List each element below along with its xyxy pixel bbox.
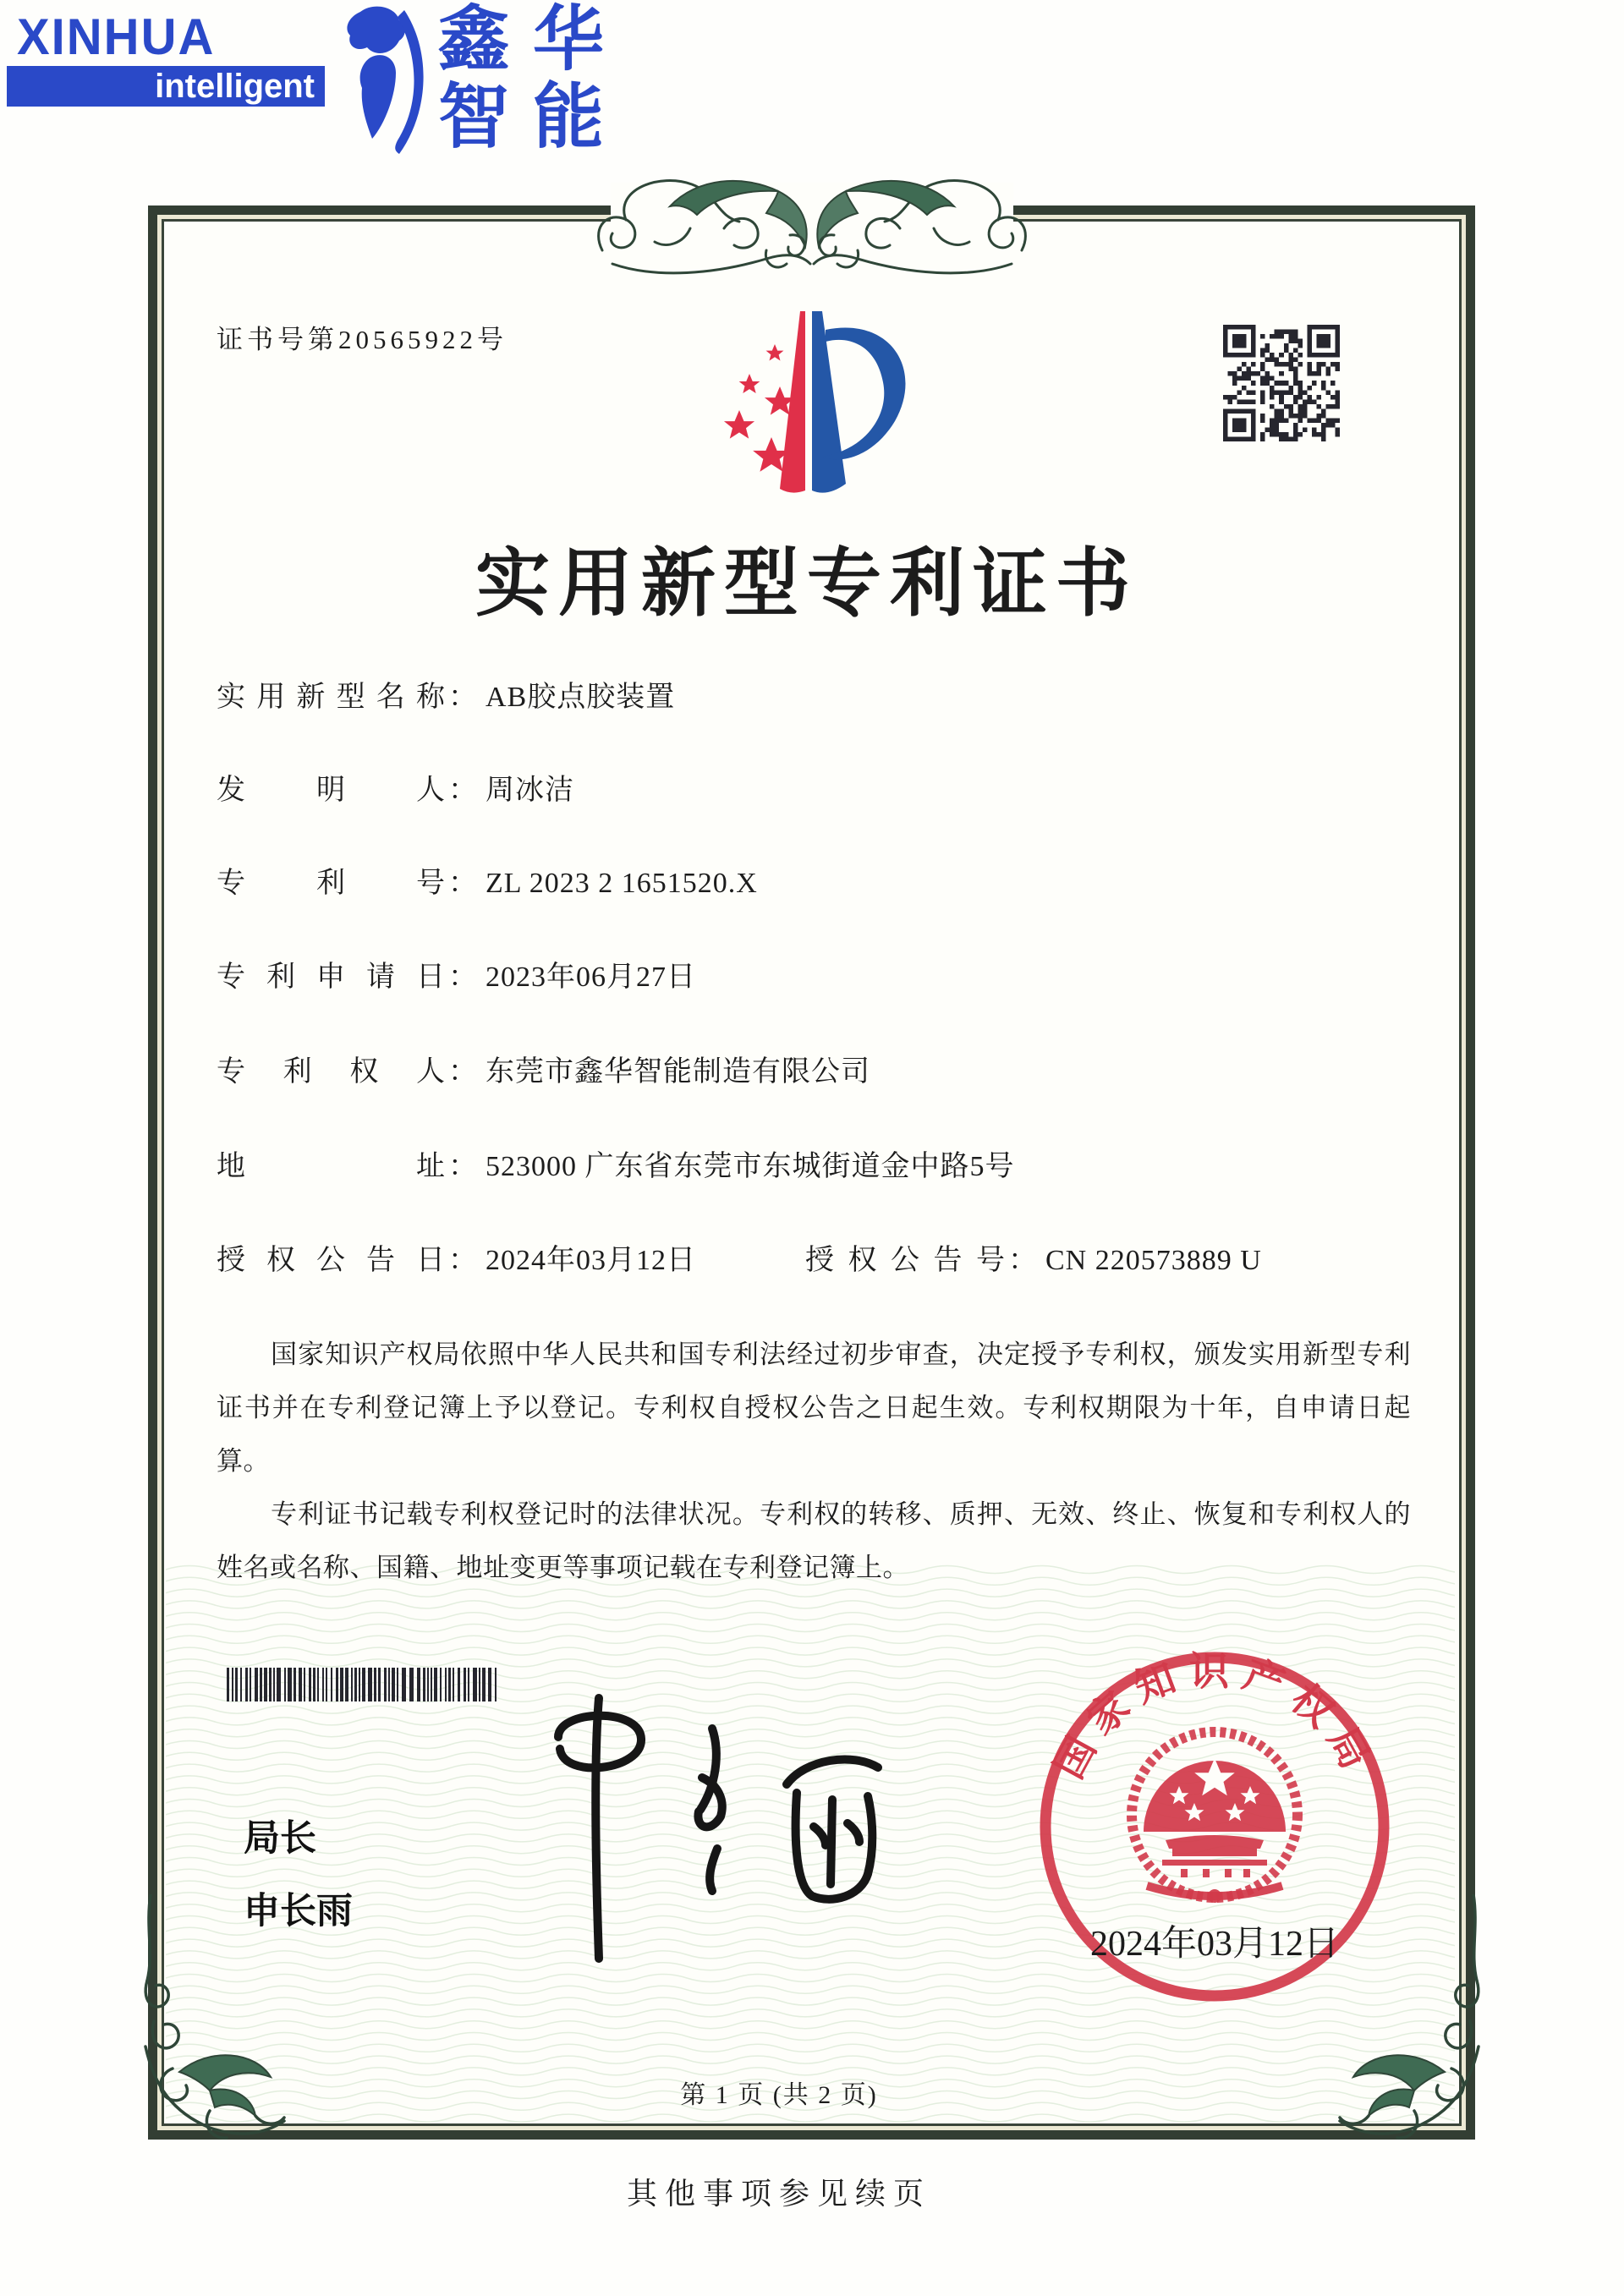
official-seal	[1034, 1646, 1396, 2008]
field-label: 发明人	[217, 775, 445, 806]
logo-cn-char: 鑫	[437, 0, 509, 79]
field-row: 专利申请日 ： 2023年06月27日	[217, 953, 1418, 995]
national-emblem	[1132, 1732, 1298, 1903]
cnipa-emblem	[697, 304, 922, 504]
globe-icon	[323, 5, 425, 159]
field-row: 地址 ： 523000 广东省东莞市东城街道金中路5号	[217, 1143, 1418, 1184]
commissioner-name: 申长雨	[244, 1891, 353, 1932]
field-row: 实用新型名称 ： AB胶点胶装置	[217, 673, 1418, 715]
dragon-ornament	[589, 169, 1035, 284]
qr-code	[1223, 325, 1340, 441]
legal-paragraph-2: 专利证书记载专利权登记时的法律状况。专利权的转移、质押、无效、终止、恢复和专利权人的姓名或名称、国籍、地址变更等事项记载在专利登记簿上。	[217, 1499, 1411, 1582]
page-number: 第 1 页 (共 2 页)	[680, 2081, 878, 2109]
field-label: 专利申请日	[217, 962, 445, 993]
logo-cn-char: 智	[437, 77, 509, 156]
certificate-title: 实用新型专利证书	[475, 544, 1138, 626]
logo-chinese	[426, 0, 616, 156]
field-label: 授权公告号	[805, 1245, 1005, 1276]
logo-cn-char: 华	[532, 0, 604, 79]
logo-subtitle-bar	[7, 66, 325, 107]
legal-text	[217, 1328, 1411, 1594]
legal-paragraph-1: 国家知识产权局依照中华人民共和国专利法经过初步审查，决定授予专利权，颁发实用新型专利证书并在专利登记簿上予以登记。专利权自授权公告之日起生效。专利权期限为十年，自申请日起算。	[217, 1340, 1411, 1476]
field-value: CN 220573889 U	[1045, 1245, 1262, 1276]
field-label: 地址	[217, 1151, 445, 1182]
continuation-note: 其他事项参见续页	[626, 2177, 931, 2211]
field-value: 523000 广东省东莞市东城街道金中路5号	[486, 1151, 1015, 1182]
field-row: 发明人 ： 周冰洁	[217, 766, 1418, 808]
logo-cn-char: 能	[532, 77, 604, 156]
field-value: ZL 2023 2 1651520.X	[486, 868, 758, 899]
seal-text: 国家知识产权局	[1047, 1650, 1382, 1786]
field-row: 专利权人 ： 东莞市鑫华智能制造有限公司	[217, 1048, 1418, 1089]
field-label: 实用新型名称	[217, 682, 445, 713]
field-value: 2023年06月27日	[486, 962, 696, 993]
field-value: AB胶点胶装置	[486, 682, 676, 713]
seal-date: 2024年03月12日	[1089, 1925, 1340, 1964]
field-value: 东莞市鑫华智能制造有限公司	[486, 1056, 870, 1088]
field-label: 专利号	[217, 868, 445, 899]
field-row-grant: 授权公告日 ： 2024年03月12日 授权公告号 ： CN 220573889 U	[217, 1236, 1418, 1278]
commissioner-title: 局长	[244, 1818, 316, 1859]
field-value: 周冰洁	[486, 775, 574, 806]
field-row: 专利号 ： ZL 2023 2 1651520.X	[217, 859, 1418, 901]
grant-number-field: 授权公告号 ： CN 220573889 U	[805, 1236, 1262, 1278]
barcode	[227, 1668, 501, 1701]
commissioner-signature	[499, 1683, 956, 1970]
field-label: 授权公告日	[217, 1245, 445, 1276]
certificate-number: 证书号第20565922号	[217, 325, 508, 354]
field-label: 专利权人	[217, 1056, 445, 1088]
field-value: 2024年03月12日	[486, 1245, 696, 1276]
logo-subtitle: intelligent	[155, 67, 315, 105]
logo-wordmark: XINHUA	[17, 8, 216, 66]
